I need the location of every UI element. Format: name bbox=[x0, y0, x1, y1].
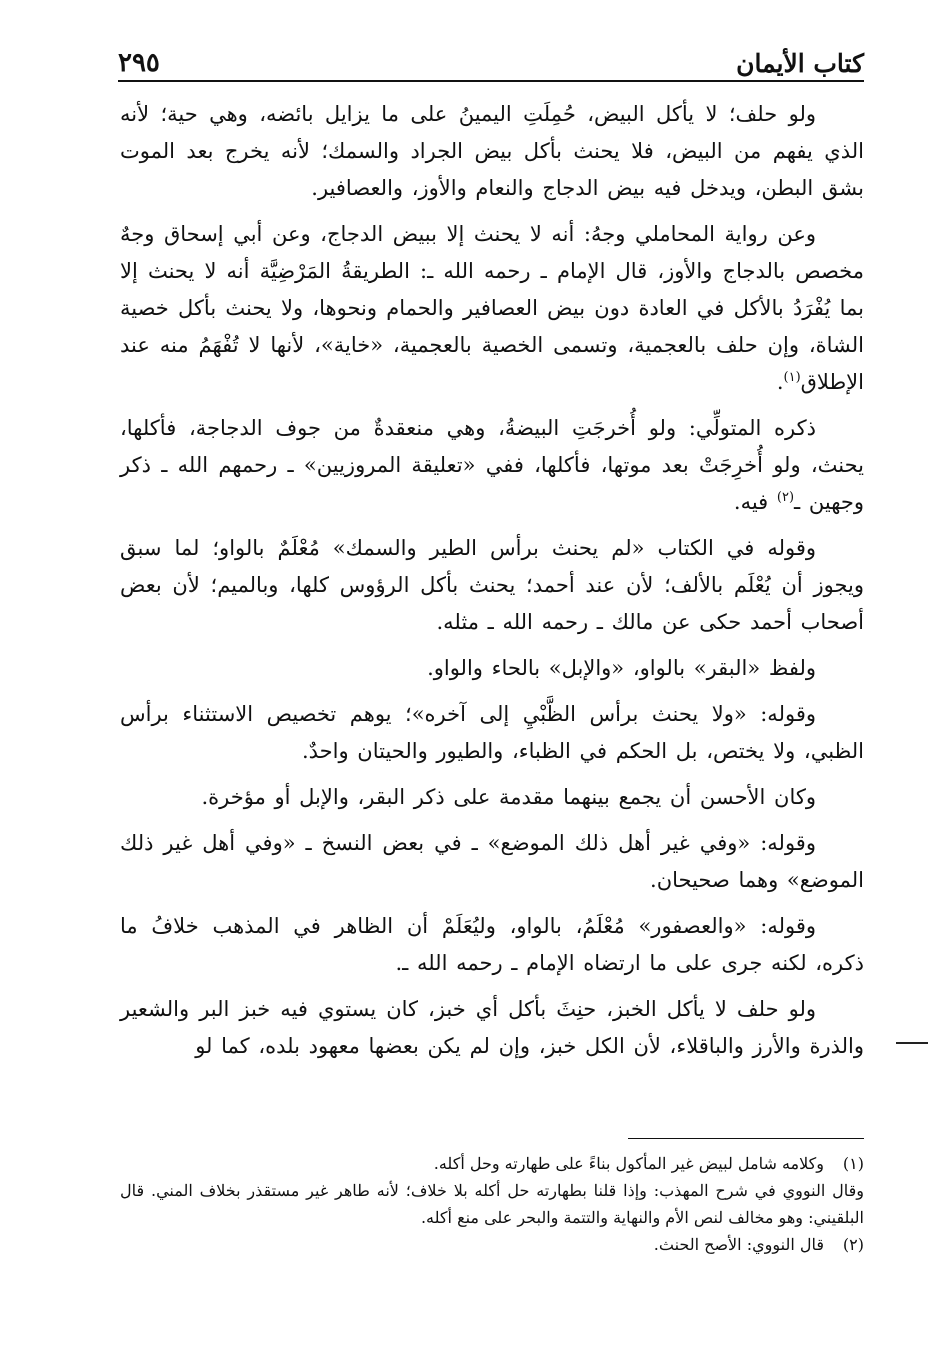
footnote-reference: (١) bbox=[783, 370, 801, 385]
paragraph-text: ولفظ «البقر» بالواو، «والإبل» بالحاء والواو. bbox=[427, 656, 816, 680]
paragraph bbox=[120, 410, 864, 521]
paragraph-text: ذكره المتولِّي: ولو أُخرجَتِ البيضةُ، وهي منعقدةٌ من جوف الدجاجة، فأكلها، يحنث، ولو أُخرِجَتْ بعد موتها، فأكلها، ففي «تعليقة المروزيين» ـ رحمهم الله ـ ذكر وجهين ـ bbox=[120, 416, 864, 514]
footnote-number: (٢) bbox=[842, 1235, 864, 1254]
footnote-reference: (٢) bbox=[776, 490, 795, 505]
footnote-text: وكلامه شامل لبيض غير المأكول بناءً على طهارته وحل أكله. bbox=[433, 1154, 824, 1173]
footnotes bbox=[120, 1150, 864, 1258]
paragraph-text: وقوله: «والعصفور» مُعْلَمُ، بالواو، وليُعَلَمْ أن الظاهر في المذهب خلافُ ما ذكره، لكنه جرى على ما ارتضاه الإمام ـ رحمه الله ـ. bbox=[120, 914, 864, 975]
paragraph bbox=[120, 216, 864, 401]
page-number: ٢٩٥ bbox=[118, 48, 160, 78]
paragraph-text: ولو حلف لا يأكل الخبز، حنِثَ بأكل أي خبز، كان يستوي فيه خبز البر والشعير والذرة والأرز والباقلاء، لأن الكل خبز، وإن لم يكن بعضها معهود بلده، كما لو bbox=[120, 997, 864, 1058]
paragraph bbox=[120, 779, 864, 816]
paragraph-end: فيه. bbox=[733, 490, 769, 514]
paragraph bbox=[120, 908, 864, 982]
paragraph bbox=[120, 991, 864, 1065]
footnote-number: (١) bbox=[842, 1154, 864, 1173]
main-text bbox=[120, 96, 864, 1074]
paragraph-text: وقوله: «وفي غير أهل ذلك الموضع» ـ في بعض النسخ ـ «وفي أهل غير ذلك الموضع» وهما صحيحان. bbox=[120, 831, 864, 892]
footnote bbox=[120, 1231, 864, 1258]
margin-mark bbox=[896, 1042, 928, 1044]
paragraph bbox=[120, 96, 864, 207]
paragraph bbox=[120, 696, 864, 770]
paragraph bbox=[120, 650, 864, 687]
paragraph bbox=[120, 530, 864, 641]
paragraph bbox=[120, 825, 864, 899]
header-rule bbox=[118, 80, 864, 82]
page-header bbox=[118, 36, 864, 78]
running-title: كتاب الأيمان bbox=[736, 49, 864, 78]
paragraph-text: وعن رواية المحاملي وجهُ: أنه لا يحنث إلا ببيض الدجاج، وعن أبي إسحاق وجهٌ مخصص بالدجاج والأوز، قال الإمام ـ رحمه الله ـ: الطريقةُ المَرْضِيَّة أنه لا يحنث إلا بما يُفْرَدُ بالأكل في العادة دون بيض العصافير والحمام ونحوها، ولا يحنث بأكل خصية الشاة، وإن حلف بالعجمية، وتسمى الخصية بالعجمية، «خاية»، لأنها لا تُفْهَمُ منه عند الإطلاق bbox=[120, 222, 864, 394]
paragraph-text: وكان الأحسن أن يجمع بينهما مقدمة على ذكر البقر، والإبل أو مؤخرة. bbox=[201, 785, 816, 809]
paragraph-text: ولو حلف؛ لا يأكل البيض، حُمِلَتِ اليمينُ على ما يزايل بائضه، وهي حية؛ لأنه الذي يفهم من البيض، فلا يحنث بأكل بيض الجراد والسمك؛ لأنه يخرج بعد الموت بشق البطن، ويدخل فيه بيض الدجاج والنعام والأوز، والعصافير. bbox=[120, 102, 864, 200]
footnote bbox=[120, 1177, 864, 1231]
paragraph-text: وقوله: «ولا يحنث برأس الظَّبْيِ إلى آخره»؛ يوهم تخصيص الاستثناء برأس الظبي، ولا يختص، بل الحكم في الظباء، والطيور والحيتان واحدٌ. bbox=[120, 702, 864, 763]
footnote-text: قال النووي: الأصح الحنث. bbox=[653, 1235, 824, 1254]
footnote bbox=[120, 1150, 864, 1177]
footnote-text: وقال النووي في شرح المهذب: وإذا قلنا بطهارته حل أكله بلا خلاف؛ لأنه طاهر غير مستقذر بخلاف المني. قال البلقيني: وهو مخالف لنص الأم والنهاية والتتمة والبحر على منع أكله. bbox=[120, 1181, 864, 1227]
paragraph-end: . bbox=[776, 370, 784, 394]
paragraph-text: وقوله في الكتاب «لم يحنث برأس الطير والسمك» مُعْلَمٌ بالواو؛ لما سبق ويجوز أن يُعْلَم بالألف؛ لأن عند أحمد؛ يحنث بأكل الرؤوس كلها، وبالميم؛ لأن بعض أصحاب أحمد حكى عن مالك ـ رحمه الله ـ مثله. bbox=[120, 536, 864, 634]
footnote-rule bbox=[628, 1138, 864, 1139]
